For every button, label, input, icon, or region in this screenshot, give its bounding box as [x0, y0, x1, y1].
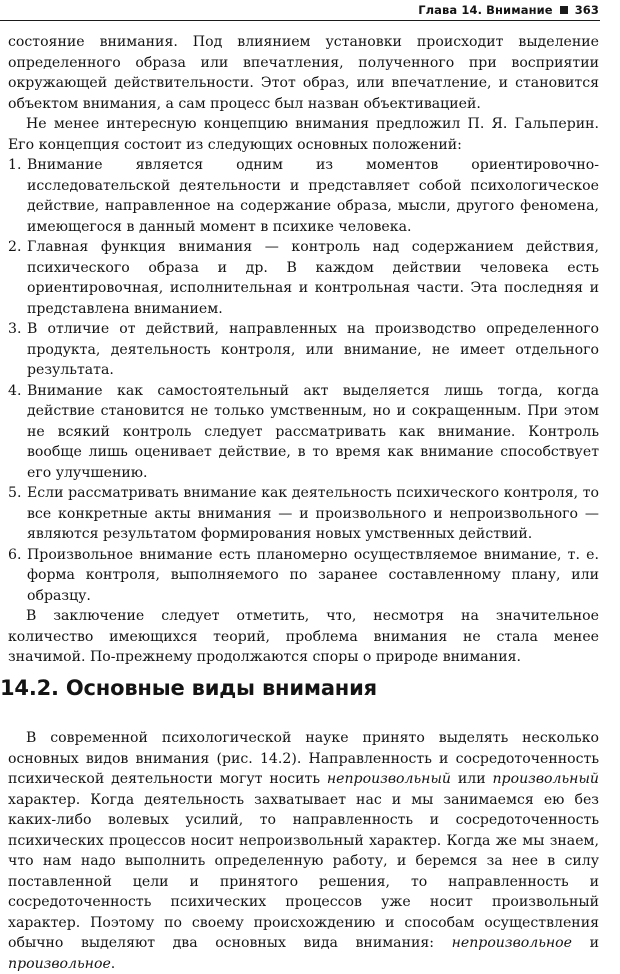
list-item [8, 237, 599, 319]
list-number: 3. [8, 321, 22, 337]
page-number: 363 [574, 3, 599, 17]
italic-term: произвольное [8, 955, 111, 972]
body-text [8, 32, 599, 668]
list-text: Главная функция внимания — контроль над содержанием действия, психического образа и др. В каждом действии человека есть ориентировочная, исполнительная и контрольная части. Эта последняя и представлена вниманием. [27, 239, 599, 317]
list-text: Внимание является одним из моментов ориентировочно-исследовательской деятельности и представляет собой психологическое действие, направленное на содержание образа, мысли, другого феномена, имеющегося в данный момент в психике человека. [27, 157, 599, 235]
running-header [0, 0, 600, 21]
list-number: 1. [8, 157, 22, 173]
list-text: В отличие от действий, направленных на производство определенного продукта, деятельность контроля, или внимание, не имеет отдельного результата. [27, 321, 599, 378]
list-item [8, 155, 599, 237]
list-item [8, 381, 599, 484]
list-item [8, 483, 599, 545]
section-body-text [8, 728, 599, 974]
paragraph-galperin-intro: Не менее интересную концепцию внимания предложил П. Я. Гальперин. Его концепция состоит из следующих основных положений: [8, 116, 599, 153]
list-item [8, 545, 599, 607]
italic-term: непроизвольный [326, 771, 452, 787]
list-text: Внимание как самостоятельный акт выделяется лишь тогда, когда действие становится не только умственным, но и сокращенным. При этом не всякий контроль следует рассматривать как внимание. Контроль вообще лишь оценивает действие, в то время как внимание способствует его улучшению. [27, 382, 599, 481]
square-bullet-icon [560, 6, 568, 14]
list-number: 4. [8, 382, 22, 399]
italic-term: произвольный [492, 771, 600, 787]
text-run: характер. Когда деятельность захватывает нас и мы занимаемся ею без каких-либо волевых усилий, то направленность и сосредоточенность психических процессов носит непроизвольный характер. Когда же мы знаем, что нам надо выполнить определенную работу, и беремся за нее в силу поставленной цели и принятого решения, то направленность и сосредоточенность психических процессов уже носит произвольный характер. Поэтому по своему происхождению и способам осуществления обычно выделяют два основных вида внимания: [8, 791, 599, 951]
italic-term: непроизвольное [451, 935, 573, 951]
list-number: 2. [8, 239, 22, 255]
text-run: и [589, 935, 599, 951]
list-text: Если рассматривать внимание как деятельность психического контроля, то все конкретные акты внимания — и произвольного и непроизвольного — являются результатом формирования новых умственных действий. [27, 485, 599, 542]
text-run: . [110, 955, 116, 972]
section-heading: 14.2. Основные виды внимания [0, 676, 377, 700]
list-item [8, 319, 599, 381]
list-text: Произвольное внимание есть планомерно осуществляемое внимание, т. е. форма контроля, выполняемого по заранее составленному плану, или образцу. [27, 546, 599, 604]
chapter-title: Глава 14. Внимание [418, 3, 553, 17]
list-number: 5. [8, 485, 22, 501]
paragraph-conclusion: В заключение следует отметить, что, несмотря на значительное количество имеющихся теорий, проблема внимания не стала менее значимой. По-прежнему продолжаются споры о природе внимания. [8, 608, 599, 665]
text-run: В современной психологической науке принято выделять несколько основных видов внимания (рис. 14.2). Направленность и сосредоточенность психической деятельности могут носить [8, 730, 599, 787]
text-run: или [457, 771, 486, 787]
list-number: 6. [8, 546, 22, 563]
paragraph-attention-types [8, 728, 599, 974]
paragraph-continued: состояние внимания. Под влиянием установки происходит выделение определенного образа или впечатления, полученного при восприятии окружающей действительности. Этот образ, или впечатление, и становится объектом внимания, а сам процесс был назван объективацией. [8, 34, 599, 112]
galperin-theses-list [8, 155, 599, 606]
